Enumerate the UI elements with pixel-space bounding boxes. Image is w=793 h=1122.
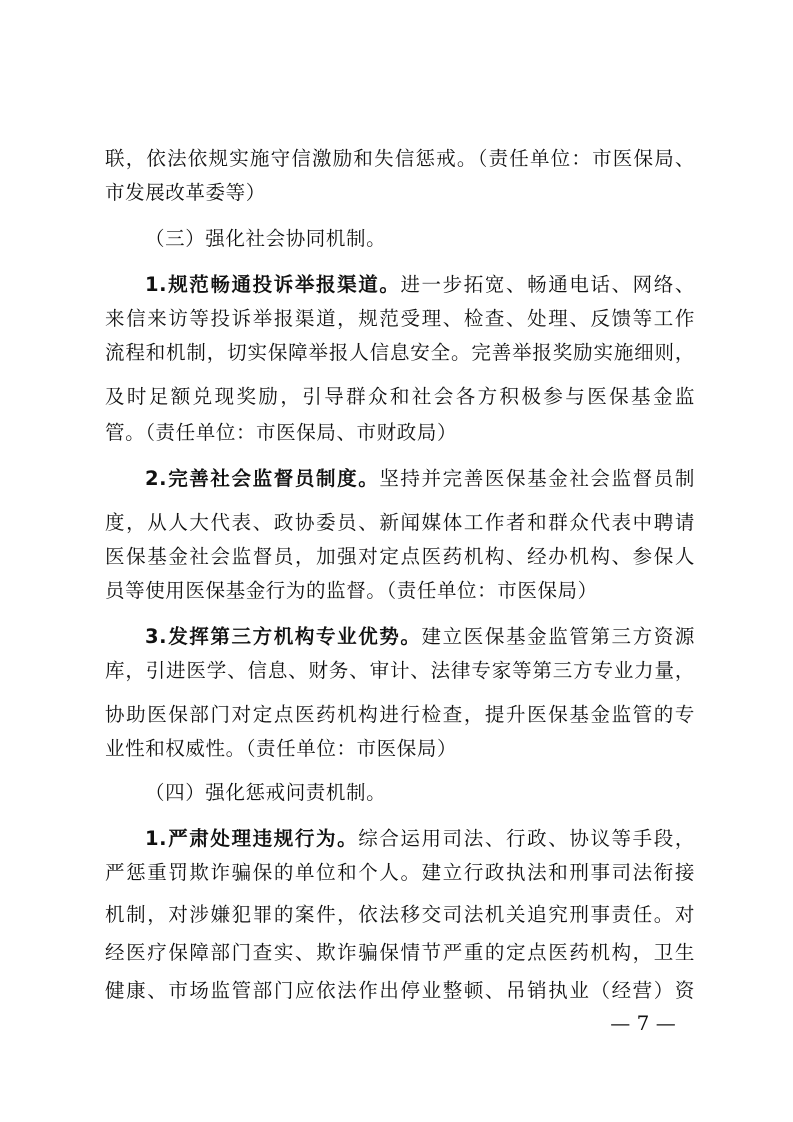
item-heading: 1.严肃处理违规行为。 [145,827,359,850]
paragraph-line: 及时足额兑现奖励，引导群众和社会各方积极参与医保基金监 [105,385,695,408]
paragraph-line [145,462,695,496]
paragraph-line: 来信来访等投诉举报渠道，规范受理、检查、处理、反馈等工作 [105,307,695,330]
paragraph-line [145,620,695,654]
paragraph-line: 员等使用医保基金行为的监督。（责任单位：市医保局） [105,579,598,602]
paragraph-line: 严惩重罚欺诈骗保的单位和个人。建立行政执法和刑事司法衔接 [105,861,695,884]
item-heading: 2.完善社会监督员制度。 [145,467,380,490]
paragraph-line: 度，从人大代表、政协委员、新闻媒体工作者和群众代表中聘请 [105,511,695,534]
item-text: 综合运用司法、行政、协议等手段， [358,827,695,850]
paragraph-line: 库，引进医学、信息、财务、审计、法律专家等第三方专业力量， [105,659,695,682]
item-text: 进一步拓宽、畅通电话、网络、 [400,273,696,296]
paragraph-line: 流程和机制，切实保障举报人信息安全。完善举报奖励实施细则， [105,341,695,364]
paragraph-line: 市发展改革委等） [105,181,266,204]
paragraph-line [145,268,695,302]
paragraph-line: 健康、市场监管部门应依法作出停业整顿、吊销执业（经营）资 [105,979,695,1002]
paragraph-line: 业性和权威性。（责任单位：市医保局） [105,737,458,760]
item-text: 坚持并完善医保基金社会监督员制 [379,467,695,490]
paragraph-line: 协助医保部门对定点医药机构进行检查，提升医保基金监管的专 [105,703,695,726]
section-heading: （四）强化惩戒问责机制。 [145,781,387,804]
item-heading: 3.发挥第三方机构专业优势。 [145,625,422,648]
page-number: — 7 — [610,1011,676,1035]
item-text: 建立医保基金监管第三方资源 [421,625,695,648]
paragraph-line [145,822,695,856]
paragraph-line: 经医疗保障部门查实、欺诈骗保情节严重的定点医药机构，卫生 [105,941,695,964]
paragraph-line: 医保基金社会监督员，加强对定点医药机构、经办机构、参保人 [105,545,695,568]
paragraph-line: 管。（责任单位：市医保局、市财政局） [105,421,458,444]
item-heading: 1.规范畅通投诉举报渠道。 [145,273,401,296]
section-heading: （三）强化社会协同机制。 [145,227,387,250]
paragraph-line: 联，依法依规实施守信激励和失信惩戒。（责任单位：市医保局、 [105,147,695,170]
paragraph-line: 机制，对涉嫌犯罪的案件，依法移交司法机关追究刑事责任。对 [105,903,695,926]
